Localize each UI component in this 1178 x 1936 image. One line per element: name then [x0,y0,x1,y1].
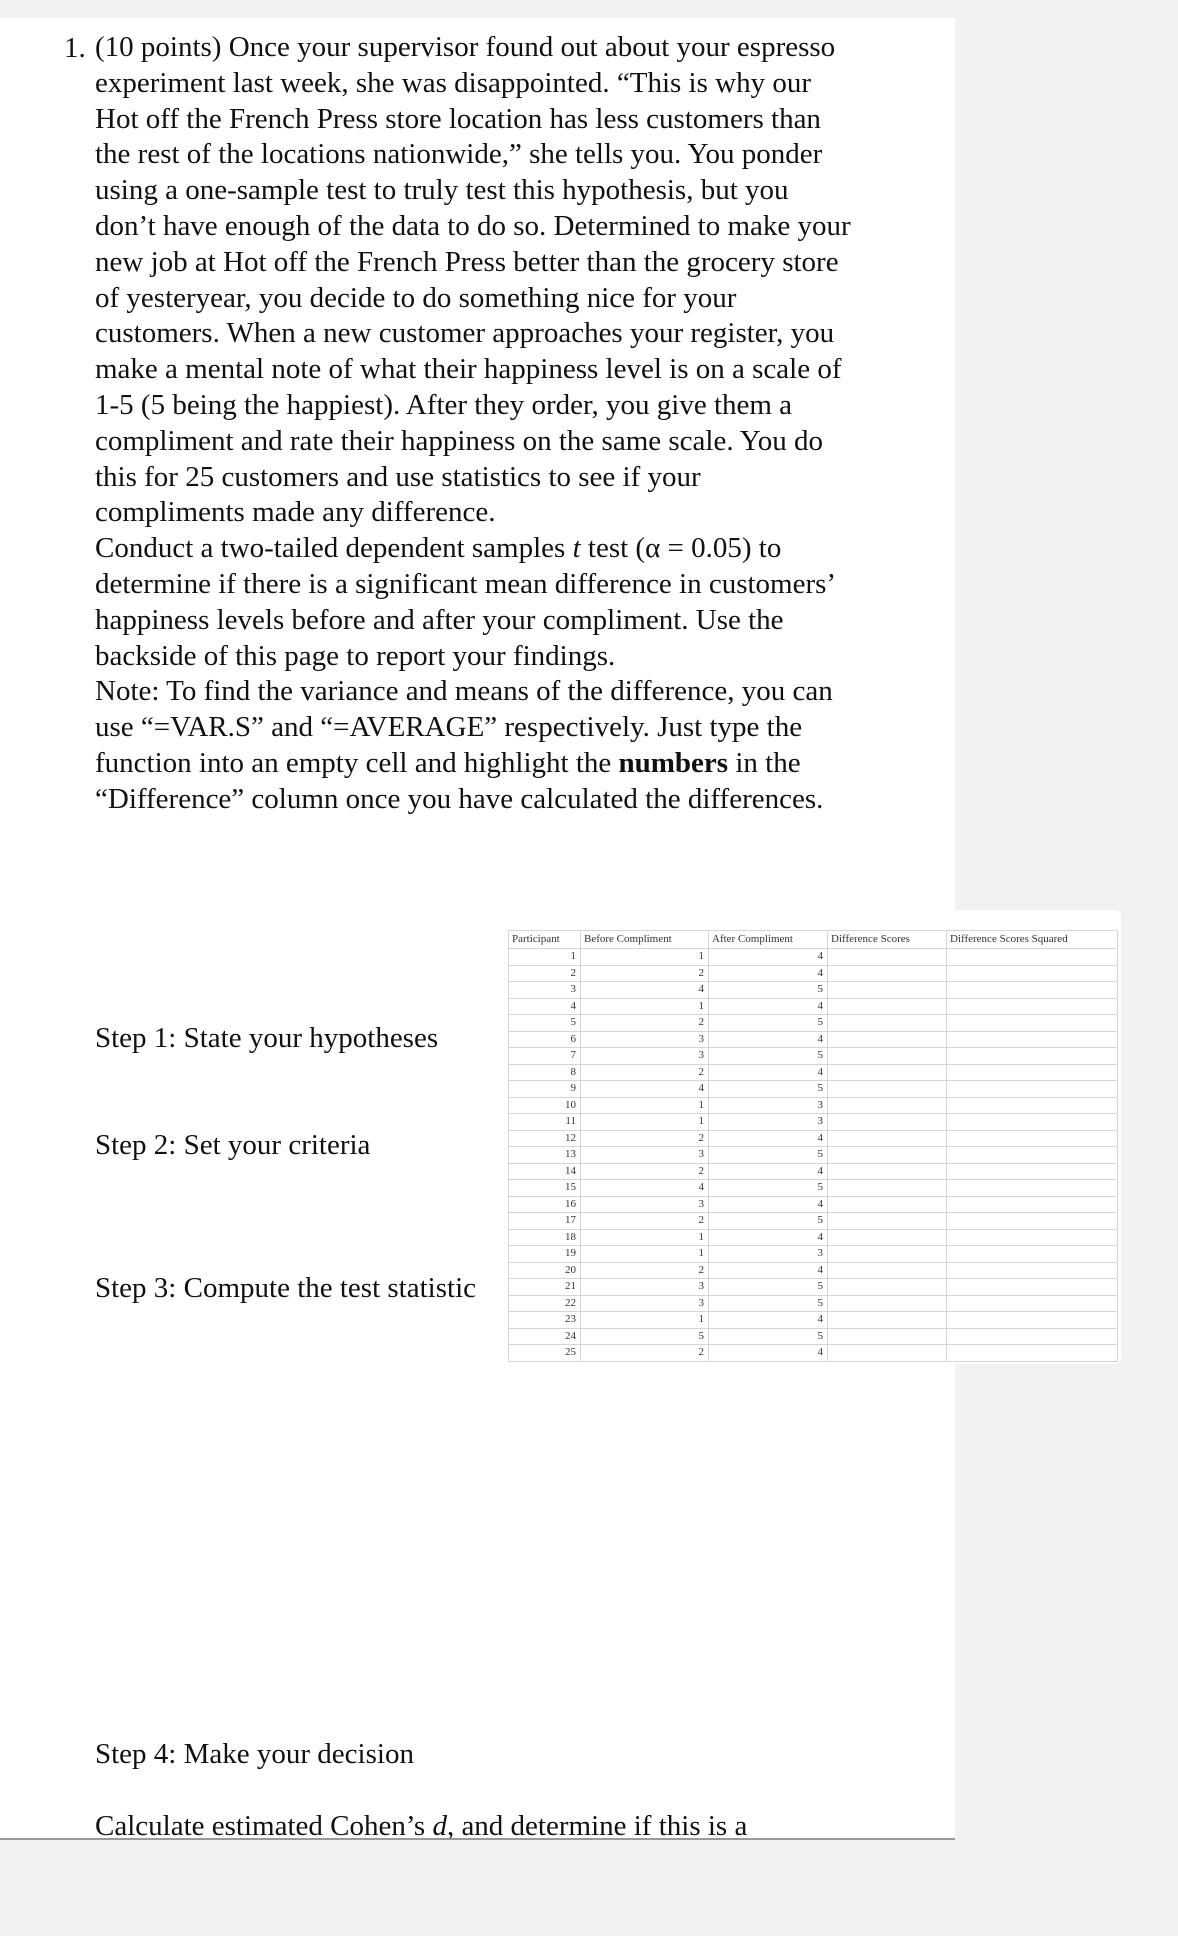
difference-cell[interactable] [828,1130,947,1147]
difference-cell[interactable] [828,1213,947,1230]
difference-squared-cell[interactable] [947,1196,1118,1213]
difference-cell[interactable] [828,982,947,999]
participant-cell[interactable]: 23 [509,1312,581,1329]
participant-cell[interactable]: 7 [509,1048,581,1065]
difference-cell[interactable] [828,1279,947,1296]
difference-cell[interactable] [828,965,947,982]
participant-cell[interactable]: 9 [509,1081,581,1098]
difference-cell[interactable] [828,1048,947,1065]
difference-squared-cell[interactable] [947,1295,1118,1312]
difference-squared-cell[interactable] [947,1246,1118,1263]
table-row [509,1279,1118,1296]
header-difference-scores[interactable]: Difference Scores [828,931,947,949]
participant-cell[interactable]: 18 [509,1229,581,1246]
difference-squared-cell[interactable] [947,1180,1118,1197]
table-row [509,1213,1118,1230]
before-cell[interactable]: 2 [581,1163,709,1180]
participant-cell[interactable]: 3 [509,982,581,999]
difference-cell[interactable] [828,1328,947,1345]
difference-squared-cell[interactable] [947,1081,1118,1098]
table-row [509,1295,1118,1312]
participant-cell[interactable]: 11 [509,1114,581,1131]
after-cell[interactable]: 3 [709,1114,828,1131]
before-cell[interactable]: 3 [581,1031,709,1048]
after-cell[interactable]: 5 [709,1213,828,1230]
difference-cell[interactable] [828,1114,947,1131]
header-before-compliment[interactable]: Before Compliment [581,931,709,949]
instruction-text-end: test (α = 0.05) to determine if there is a significant mean difference in customers’ happiness levels before and after your compliment. Use the backside of this page to report your findings. [95,532,834,672]
before-cell[interactable]: 3 [581,1279,709,1296]
before-cell[interactable]: 4 [581,1081,709,1098]
difference-squared-cell[interactable] [947,1147,1118,1164]
after-cell[interactable]: 5 [709,1295,828,1312]
after-cell[interactable]: 3 [709,1097,828,1114]
difference-cell[interactable] [828,998,947,1015]
table-row [509,1015,1118,1032]
before-cell[interactable]: 2 [581,1345,709,1362]
note-paragraph [95,674,855,817]
table-row [509,1229,1118,1246]
difference-squared-cell[interactable] [947,1163,1118,1180]
question-number: 1. [64,32,86,64]
page-bottom-rule [0,1838,955,1840]
difference-cell[interactable] [828,1147,947,1164]
table-row [509,1097,1118,1114]
cohen-text-end: , and determine if this is a [446,1810,748,1842]
after-cell[interactable]: 4 [709,1312,828,1329]
table-row [509,1064,1118,1081]
table-row [509,1130,1118,1147]
after-cell[interactable]: 4 [709,1163,828,1180]
difference-squared-cell[interactable] [947,1279,1118,1296]
table-header-row [509,931,1118,949]
after-cell[interactable]: 5 [709,1147,828,1164]
table-row [509,1312,1118,1329]
after-cell[interactable]: 5 [709,1081,828,1098]
participant-cell[interactable]: 2 [509,965,581,982]
before-cell[interactable]: 3 [581,1048,709,1065]
after-cell[interactable]: 5 [709,1180,828,1197]
header-after-compliment[interactable]: After Compliment [709,931,828,949]
after-cell[interactable]: 5 [709,1015,828,1032]
before-cell[interactable]: 1 [581,998,709,1015]
before-cell[interactable]: 2 [581,1130,709,1147]
participant-cell[interactable]: 21 [509,1279,581,1296]
question-paragraph: (10 points) Once your supervisor found out about your espresso experiment last week, she was disappointed. “This is why our Hot off the French Press store location has less customers than the rest of the locations nationwide,” she tells you. You ponder using a one-sample test to truly test this hypothesis, but you don’t have enough of the data to do so. Determined to make your new job at Hot off the French Press better than the grocery store of yesteryear, you decide to do something nice for your customers. When a new customer approaches your register, you make a mental note of what their happiness level is on a scale of 1-5 (5 being the happiest). After they order, you give them a compliment and rate their happiness on the same scale. You do this for 25 customers and use statistics to see if your compliments made any difference. [95,31,851,529]
difference-cell[interactable] [828,1229,947,1246]
table-row [509,1196,1118,1213]
before-cell[interactable]: 1 [581,1246,709,1263]
table-row [509,1345,1118,1362]
difference-cell[interactable] [828,1180,947,1197]
table-row [509,1147,1118,1164]
before-cell[interactable]: 4 [581,982,709,999]
after-cell[interactable]: 5 [709,1048,828,1065]
participant-cell[interactable]: 13 [509,1147,581,1164]
before-cell[interactable]: 3 [581,1147,709,1164]
data-table [508,930,1118,1362]
after-cell[interactable]: 4 [709,1262,828,1279]
difference-squared-cell[interactable] [947,1048,1118,1065]
before-cell[interactable]: 1 [581,1229,709,1246]
participant-cell[interactable]: 19 [509,1246,581,1263]
after-cell[interactable]: 3 [709,1246,828,1263]
table-row [509,965,1118,982]
table-row [509,1114,1118,1131]
difference-squared-cell[interactable] [947,1130,1118,1147]
difference-squared-cell[interactable] [947,1031,1118,1048]
difference-squared-cell[interactable] [947,1213,1118,1230]
difference-squared-cell[interactable] [947,1114,1118,1131]
instruction-paragraph [95,531,855,674]
before-cell[interactable]: 3 [581,1196,709,1213]
after-cell[interactable]: 5 [709,1328,828,1345]
before-cell[interactable]: 5 [581,1328,709,1345]
participant-cell[interactable]: 10 [509,1097,581,1114]
participant-cell[interactable]: 5 [509,1015,581,1032]
participant-cell[interactable]: 22 [509,1295,581,1312]
participant-cell[interactable]: 20 [509,1262,581,1279]
table-row [509,982,1118,999]
table-row [509,1081,1118,1098]
step-3-heading: Step 3: Compute the test statistic [95,1272,476,1304]
header-difference-scores-squared[interactable]: Difference Scores Squared [947,931,1118,949]
difference-squared-cell[interactable] [947,1015,1118,1032]
after-cell[interactable]: 4 [709,1345,828,1362]
table-row [509,1180,1118,1197]
step-1-heading: Step 1: State your hypotheses [95,1022,439,1054]
difference-cell[interactable] [828,1196,947,1213]
participant-cell[interactable]: 25 [509,1345,581,1362]
after-cell[interactable]: 4 [709,1031,828,1048]
before-cell[interactable]: 4 [581,1180,709,1197]
difference-squared-cell[interactable] [947,982,1118,999]
table-body [509,949,1118,1362]
table-row [509,1031,1118,1048]
difference-squared-cell[interactable] [947,965,1118,982]
difference-cell[interactable] [828,949,947,966]
table-row [509,1163,1118,1180]
difference-cell[interactable] [828,1097,947,1114]
after-cell[interactable]: 4 [709,1229,828,1246]
before-cell[interactable]: 1 [581,949,709,966]
difference-squared-cell[interactable] [947,1064,1118,1081]
note-text-start: Note: To find the variance and means of the difference, you can use “=VAR.S” and “=AVERAGE” respectively. Just type the function into an empty cell and highlight the [95,675,833,779]
participant-cell[interactable]: 4 [509,998,581,1015]
table-row [509,998,1118,1015]
difference-squared-cell[interactable] [947,998,1118,1015]
difference-squared-cell[interactable] [947,1229,1118,1246]
after-cell[interactable]: 4 [709,949,828,966]
difference-squared-cell[interactable] [947,1097,1118,1114]
after-cell[interactable]: 4 [709,1130,828,1147]
difference-cell[interactable] [828,1031,947,1048]
header-participant[interactable]: Participant [509,931,581,949]
difference-cell[interactable] [828,1246,947,1263]
instruction-text-start: Conduct a two-tailed dependent samples [95,532,573,565]
after-cell[interactable]: 4 [709,1064,828,1081]
after-cell[interactable]: 4 [709,1196,828,1213]
participant-cell[interactable]: 17 [509,1213,581,1230]
participant-cell[interactable]: 8 [509,1064,581,1081]
table-row [509,1328,1118,1345]
participant-cell[interactable]: 1 [509,949,581,966]
after-cell[interactable]: 5 [709,982,828,999]
table-row [509,1262,1118,1279]
table-row [509,1246,1118,1263]
after-cell[interactable]: 4 [709,998,828,1015]
spreadsheet-panel [508,910,1121,1364]
instruction-t-symbol: t [572,532,581,565]
before-cell[interactable]: 2 [581,1015,709,1032]
participant-cell[interactable]: 6 [509,1031,581,1048]
difference-squared-cell[interactable] [947,949,1118,966]
difference-cell[interactable] [828,1015,947,1032]
table-row [509,949,1118,966]
participant-cell[interactable]: 14 [509,1163,581,1180]
difference-cell[interactable] [828,1295,947,1312]
before-cell[interactable]: 2 [581,1064,709,1081]
difference-cell[interactable] [828,1262,947,1279]
cohen-d-symbol: d [432,1810,447,1842]
before-cell[interactable]: 1 [581,1097,709,1114]
participant-cell[interactable]: 16 [509,1196,581,1213]
step-4-heading: Step 4: Make your decision [95,1738,414,1770]
note-bold-word: numbers [618,746,729,779]
note-text-end: in the “Difference” column once you have calculated the differences. [95,746,824,815]
table-row [509,1048,1118,1065]
difference-squared-cell[interactable] [947,1345,1118,1362]
after-cell[interactable]: 5 [709,1279,828,1296]
difference-cell[interactable] [828,1163,947,1180]
after-cell[interactable]: 4 [709,965,828,982]
question-body [95,30,855,818]
before-cell[interactable]: 2 [581,965,709,982]
difference-cell[interactable] [828,1312,947,1329]
difference-cell[interactable] [828,1345,947,1362]
difference-squared-cell[interactable] [947,1328,1118,1345]
participant-cell[interactable]: 24 [509,1328,581,1345]
difference-squared-cell[interactable] [947,1262,1118,1279]
difference-squared-cell[interactable] [947,1312,1118,1329]
before-cell[interactable]: 1 [581,1312,709,1329]
before-cell[interactable]: 2 [581,1213,709,1230]
difference-cell[interactable] [828,1064,947,1081]
participant-cell[interactable]: 15 [509,1180,581,1197]
step-2-heading: Step 2: Set your criteria [95,1129,371,1161]
before-cell[interactable]: 3 [581,1295,709,1312]
cohen-text-start: Calculate estimated Cohen’s [95,1810,433,1842]
difference-cell[interactable] [828,1081,947,1098]
before-cell[interactable]: 2 [581,1262,709,1279]
before-cell[interactable]: 1 [581,1114,709,1131]
participant-cell[interactable]: 12 [509,1130,581,1147]
